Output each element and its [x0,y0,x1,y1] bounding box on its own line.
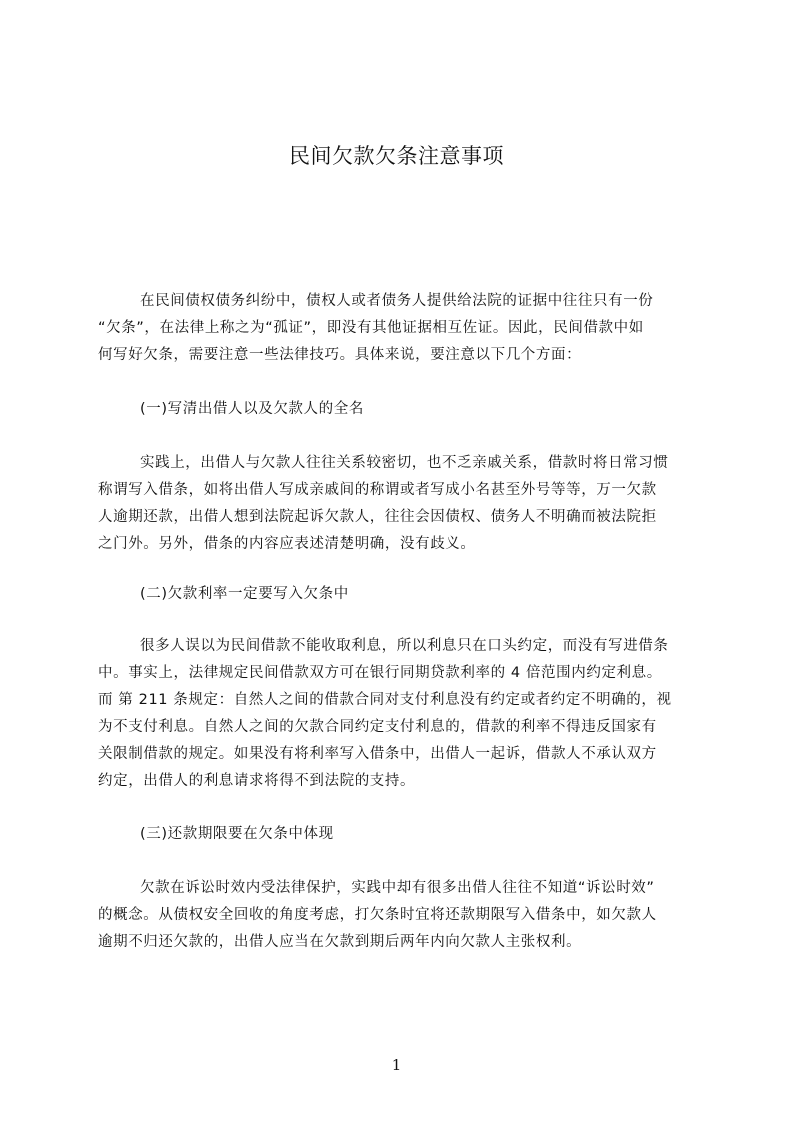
section-1-line-1: 实践上，出借人与欠款人往往关系较密切，也不乏亲戚关系，借款时将日常习惯 [140,455,669,471]
intro-line-3: 何写好欠条，需要注意一些法律技巧。具体来说，要注意以下几个方面： [98,347,582,363]
section-2-line-4: 为不支付利息。自然人之间的欠款合同约定支付利息的，借款的利率不得违反国家有 [98,719,657,735]
section-1-heading: (一)写清出借人以及欠款人的全名 [140,401,364,417]
section-2-line-3: 而 第 211 条规定：自然人之间的借款合同对支付利息没有约定或者约定不明确的，视 [98,692,672,708]
section-2-line-5: 关限制借款的规定。如果没有将利率写入借条中，出借人一起诉，借款人不承认双方 [98,746,657,762]
section-3-line-2: 的概念。从债权安全回收的角度考虑，打欠条时宜将还款期限写入借条中，如欠款人 [98,907,657,923]
intro-line-2: “欠条”，在法律上称之为“孤证”，即没有其他证据相互佐证。因此，民间借款中如 [98,320,644,336]
page-number: 1 [391,1056,402,1074]
section-2-line-2: 中。事实上，法律规定民间借款双方可在银行同期贷款利率的 4 倍范围内约定利息。 [98,665,662,681]
section-2-heading: (二)欠款利率一定要写入欠条中 [140,586,349,602]
section-1-line-2: 称谓写入借条，如将出借人写成亲戚间的称谓或者写成小名甚至外号等等，万一欠款 [98,482,657,498]
page-title: 民间欠款欠条注意事项 [289,144,504,168]
section-3-line-3: 逾期不归还欠款的，出借人应当在欠款到期后两年内向欠款人主张权利。 [98,934,582,950]
section-2-line-6: 约定，出借人的利息请求将得不到法院的支持。 [98,773,416,789]
section-1-line-3: 人逾期还款，出借人想到法院起诉欠款人，往往会因债权、债务人不明确而被法院拒 [98,509,657,525]
section-2-line-1: 很多人误以为民间借款不能收取利息，所以利息只在口头约定，而没有写进借条 [140,638,669,654]
intro-line-1: 在民间债权债务纠纷中，债权人或者债务人提供给法院的证据中往往只有一份 [140,293,654,309]
section-1-line-4: 之门外。另外，借条的内容应表述清楚明确，没有歧义。 [98,536,476,552]
section-3-line-1: 欠款在诉讼时效内受法律保护，实践中却有很多出借人往往不知道“诉讼时效” [140,880,655,896]
section-3-heading: (三)还款期限要在欠条中体现 [140,826,334,842]
